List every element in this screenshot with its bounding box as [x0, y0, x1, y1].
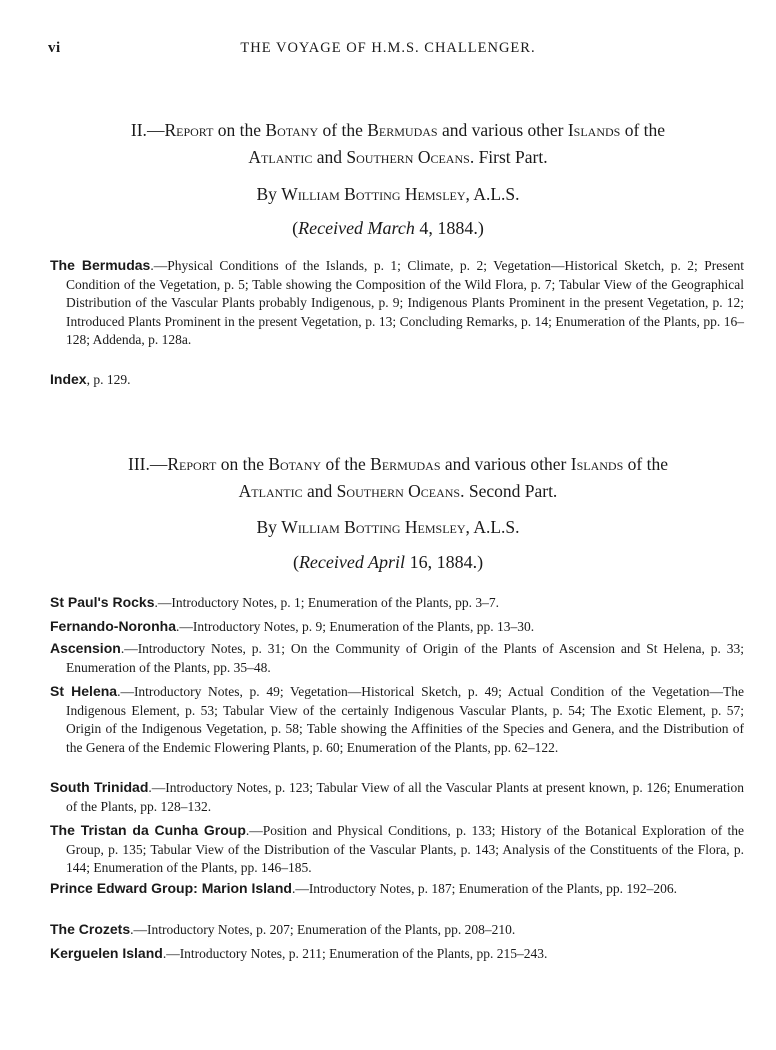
part3-title-line2: Atlantic and Southern Oceans. Second Part.: [238, 481, 558, 501]
entry-south-trinidad: South Trinidad.—Introductory Notes, p. 123; Tabular View of all the Vascular Plants at present known, p. 126; Enumeration of the Plants, pp. 128–132.: [50, 779, 744, 814]
running-title: THE VOYAGE OF H.M.S. CHALLENGER.: [240, 40, 536, 56]
entry-fernando-noronha: Fernando-Noronha.—Introductory Notes, p. 9; Enumeration of the Plants, pp. 13–30.: [50, 618, 535, 634]
part3-byline: By William Botting Hemsley, A.L.S.: [256, 517, 520, 537]
part2-byline: By William Botting Hemsley, A.L.S.: [256, 184, 520, 204]
entry-kerguelen-island: Kerguelen Island.—Introductory Notes, p. 211; Enumeration of the Plants, pp. 215–243.: [50, 945, 548, 961]
running-head: [48, 40, 728, 62]
entry-index: Index, p. 129.: [50, 371, 131, 387]
part3-received-date: (Received April 16, 1884.): [292, 552, 484, 572]
entry-ascension: Ascension.—Introductory Notes, p. 31; On the Community of Origin of the Plants of Ascension and St Helena, p. 33; Enumeration of the Plants, pp. 35–48.: [50, 640, 744, 675]
part2-received-date: (Received March 4, 1884.): [292, 218, 484, 238]
part2-title: [60, 117, 736, 171]
entry-st-pauls-rocks: St Paul's Rocks.—Introductory Notes, p. 1; Enumeration of the Plants, pp. 3–7.: [50, 594, 500, 610]
entry-crozets: The Crozets.—Introductory Notes, p. 207; Enumeration of the Plants, pp. 208–210.: [50, 921, 516, 937]
entry-prince-edward-group: Prince Edward Group: Marion Island.—Introductory Notes, p. 187; Enumeration of the Plants, pp. 192–206.: [50, 880, 678, 896]
part3-title: [60, 451, 736, 505]
part2-title-line2: Atlantic and Southern Oceans. First Part.: [248, 147, 548, 167]
page-number: vi: [48, 40, 61, 56]
part2-title-line1: II.—Report on the Botany of the Bermudas and various other Islands of the: [130, 120, 666, 140]
entry-tristan-da-cunha: The Tristan da Cunha Group.—Position and Physical Conditions, p. 133; History of the Botanical Exploration of the Group, p. 135; Tabular View of the Distribution of the Vascular Plants, p. 143; Analysis of the Constituents of the Flora, p. 144; Enumeration of the Plants, pp. 146–185.: [50, 822, 744, 875]
part3-title-line1: III.—Report on the Botany of the Bermudas and various other Islands of the: [128, 454, 668, 474]
entry-st-helena: St Helena.—Introductory Notes, p. 49; Vegetation—Historical Sketch, p. 49; Actual Condition of the Vegetation—The Indigenous Element, p. 53; Tabular View of the certainly Indigenous Vascular Plants, p. 54; The Exotic Element, p. 57; Origin of the Indigenous Vegetation, p. 58; Table showing the Affinities of the Species and Genera, and the Distribution of the Genera of the Endemic Flowering Plants, p. 60; Enumeration of the Plants, pp. 62–122.: [50, 683, 744, 755]
entry-bermudas: The Bermudas.—Physical Conditions of the Islands, p. 1; Climate, p. 2; Vegetation—Historical Sketch, p. 2; Present Condition of the Vegetation, p. 5; Table showing the Composition of the Wild Flora, p. 7; Tabular View of the Geographical Distribution of the Vascular Plants probably Indigenous, p. 9; Indigenous Plants Prominent in the present Vegetation, p. 12; Introduced Plants Prominent in the present Vegetation, p. 13; Concluding Remarks, p. 14; Enumeration of the Plants, pp. 16–128; Addenda, p. 128a.: [50, 257, 744, 347]
